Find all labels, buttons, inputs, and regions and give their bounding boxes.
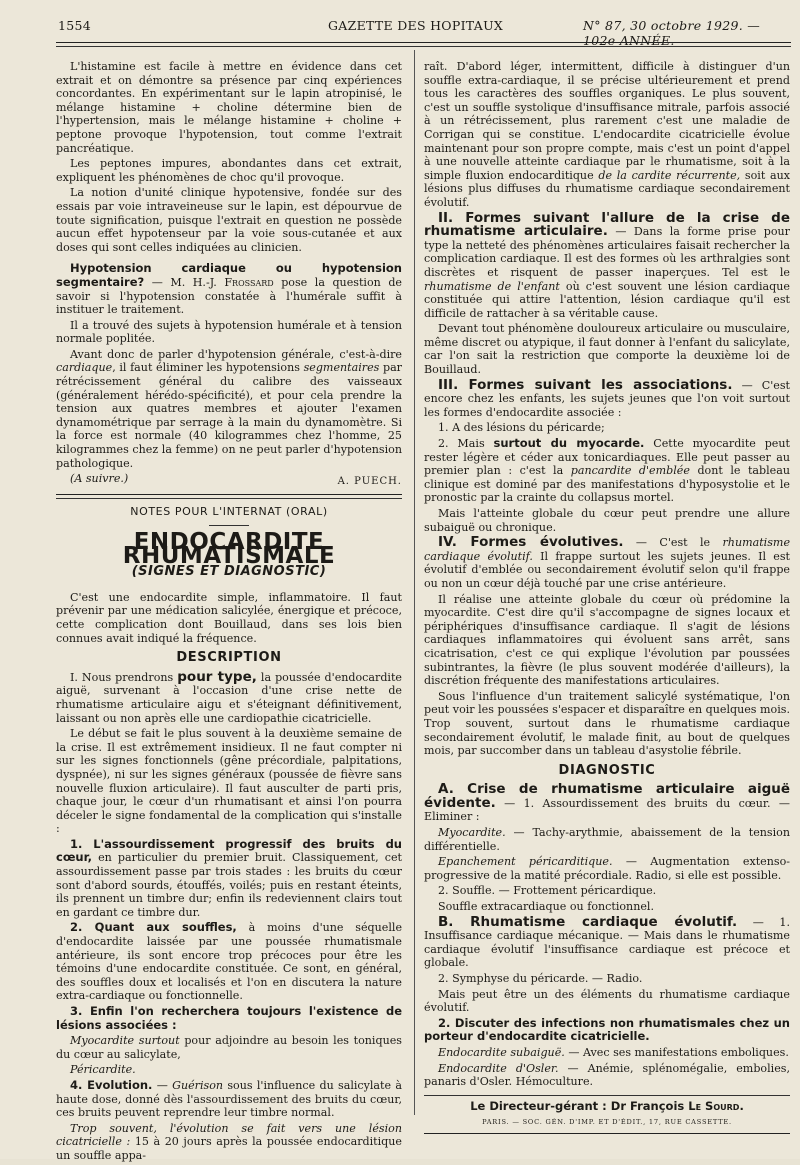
paragraph: 2. Souffle. — Frottement péricardique.: [438, 884, 657, 898]
paragraph: La notion d'unité clinique hypotensive, fondée sur des essais par voie intraveineuse sur le lapin, est dépourvue de toute signification, puisque l'extrait en question ne possède aucun effet hypotenseur par la voie sous-cutanée et aux doses qui sont celles indiquées au clinicien.: [56, 186, 402, 254]
paragraph: [424, 913, 790, 970]
inline-heading: 2. Quant aux souffles,: [70, 920, 237, 935]
italic-text: rhumatisme de l'enfant: [424, 279, 560, 293]
italic-text: cardiaque: [56, 361, 113, 375]
director-credit: [424, 1100, 790, 1114]
paragraph-text: — Avec ses manifestations emboliques.: [568, 1045, 789, 1059]
paragraph-text: — Anémie, splénomégalie, embolies, panaris d'Osler. Hémoculture.: [424, 1061, 790, 1089]
paragraph: [56, 1079, 402, 1120]
printer-imprint: PARIS. — SOC. GÉN. D'IMP. ET D'ÉDIT., 17, RUE CASSETTE.: [482, 1118, 732, 1127]
paragraph: Mais l'atteinte globale du cœur peut prendre une allure subaiguë ou chronique.: [424, 507, 790, 534]
to-be-continued: (A suivre.): [70, 472, 129, 486]
inline-heading: A. Crise de rhumatisme articulaire aiguë évidente.: [424, 781, 790, 811]
paragraph-text: 2. Mais: [438, 437, 485, 451]
paragraph-text: en particulier du premier bruit. Classiquement, cet assourdissement passe par trois stades : les bruits du cœur sont d'abord sourds, étouffés, voilés; puis en restant éteints, ils prennent un timbre dur; enfin ils redeviennent clairs tout en gardant ce timbre dur.: [56, 851, 403, 919]
paragraph: Devant tout phénomène douloureux articulaire ou musculaire, même discret ou atypique, il faut donner à l'enfant du salicylate, car l'on sait la restriction que comporte la deuxième loi de Bouillaud.: [424, 322, 790, 377]
article-title: ENDOCARDITE RHUMATISMALE: [122, 529, 336, 569]
italic-text: Trop souvent, l'évolution se fait vers une lésion cicatricielle :: [56, 1121, 402, 1149]
director-name: Le Sourd.: [688, 1098, 744, 1113]
italic-text: segmentaires: [303, 361, 380, 375]
section-rule-thin: [56, 498, 402, 499]
section-heading: Hypotension cardiaque ou hypotension segmentaire?: [56, 261, 402, 289]
paragraph: Mais peut être un des éléments du rhumatisme cardiaque évolutif.: [424, 987, 790, 1015]
paragraph-text: la poussée d'endocardite aiguë, survenant à l'occasion d'une crise nette de rhumatisme articulaire aigu et s'éteignant définitivement, laissant ou non après elle une cardiopathie cicatricielle.: [56, 670, 402, 725]
inline-heading: 1. L'assourdissement progressif des bruits du cœur,: [56, 836, 402, 865]
signature: A. PUECH.: [337, 475, 402, 487]
paragraph: Il réalise une atteinte globale du cœur où prédomine la myocardite. C'est dire qu'il s'accompagne de signes locaux et périphériques d'insuffisance cardiaque. Il s'agit de lésions cardiaques inflammatoires qui évoluent sans arrêt, sans cicatrisation, c'est ce qui explique l'évolution par poussées subintrantes, la fièvre (le plus souvent modérée d'ailleurs), la discrétion fréquente des manifestations articulaires.: [424, 592, 790, 688]
header-rule-thin: [56, 46, 791, 47]
inline-heading: 2. Discuter des infections non rhumatismales chez un porteur d'endocardite cicatricielle.: [424, 1015, 790, 1044]
journal-title: GAZETTE DES HOPITAUX: [328, 18, 504, 33]
paragraph: [424, 826, 790, 853]
paragraph: C'est une endocardite simple, inflammatoire. Il faut prévenir par une médication salicylée, énergique et précoce, cette complication dont Bouillaud, dans ses lois bien connues avait indiqué la fréquence.: [56, 590, 402, 645]
paragraph-text: 15 à 20 jours après la poussée endocarditique un souffle appa-: [56, 1135, 402, 1162]
paragraph: Les peptones impures, abondantes dans cet extrait, expliquent les phénomènes de choc qu'il provoque.: [56, 157, 402, 184]
running-header: [58, 18, 793, 48]
paragraph: Le début se fait le plus souvent à la deuxième semaine de la crise. Il est extrêmement insidieux. Il ne faut compter ni sur les signes fonctionnels (gêne précordiale, palpitations, dyspnée), ni sur les signes généraux (poussée de fièvre sans nouvelle fluxion articulaire). Il faut ausculter de parti pris, chaque jour, le cœur d'un rhumatisant et ainsi l'on pourra déceler le signe fondamental de la complication qui s'installe :: [56, 727, 402, 836]
paragraph: [56, 1034, 402, 1061]
inline-heading: II. Formes suivant l'allure de la crise de rhumatisme articulaire.: [424, 209, 790, 240]
section-heading-diagnostic: DIAGNOSTIC: [558, 762, 656, 778]
paragraph-text: raît. D'abord léger, intermittent, difficile à distinguer d'un souffle extra-cardiaque, il se précise ultérieurement et prend tous les caractères des souffles organiques. Le plus souvent, c'est un souffle systolique d'insuffisance mitrale, parfois associé à un rétrécissement, plus rarement c'est une maladie de Corrigan qui se constitue. L'endocardite cicatricielle évolue maintenant pour son propre compte, mais c'est un point d'appel à une nouvelle atteinte cardiaque par le rhumatisme, soit à la simple fluxion endocarditique: [424, 60, 790, 182]
paragraph-text: soit aux lésions plus diffuses du rhumatisme cardiaque secondairement évolutif.: [424, 168, 791, 209]
footer-rule: [424, 1095, 790, 1096]
inline-heading: surtout du myocarde.: [493, 436, 645, 451]
paragraph: [424, 209, 790, 321]
inline-heading: III. Formes suivant les associations.: [438, 376, 733, 393]
paragraph-text: par rétrécissement général du calibre des vaisseaux (généralement hérédo-spécificité), et pour cela prendre la tension aux quatres membres et ajouter l'examen dynamométrique par serrage à la main du dynamomètre. Si la force est normale (40 kilogrammes chez l'homme, 25 kilogrammes chez la femme) on ne peut parler d'hypotension pathologique.: [56, 361, 402, 470]
italic-text: rhumatisme cardiaque évolutif.: [424, 536, 791, 563]
italic-text: Endocardite d'Osler.: [438, 1061, 559, 1075]
director-label: Le Directeur-gérant : Dr François: [470, 1098, 685, 1113]
paragraph: [56, 921, 402, 1003]
paragraph: [424, 60, 790, 210]
paragraph: [56, 1005, 402, 1032]
paragraph: [424, 1046, 790, 1060]
inline-heading: 3. Enfin l'on recherchera toujours l'existence de lésions associées :: [56, 1004, 402, 1032]
paragraph-text: — 1. Assourdissement des bruits du cœur. — Eliminer :: [424, 796, 790, 824]
inline-heading: IV. Formes évolutives.: [438, 534, 624, 551]
italic-text: Myocardite.: [438, 826, 506, 840]
section-rule: [56, 494, 402, 495]
italic-text: pancardite d'emblée: [570, 464, 690, 478]
paragraph-text: — Augmentation extenso-progressive de la matité précordiale. Radio, si elle est possible.: [424, 855, 790, 882]
author-name: — M. H.-J. Frossard: [151, 275, 274, 289]
paragraph: [56, 262, 402, 316]
inline-heading: pour type,: [177, 668, 257, 685]
italic-text: Péricardite.: [70, 1063, 136, 1077]
paragraph: [424, 1017, 790, 1044]
paragraph-text: Cette myocardite peut rester légère et céder aux tonicardiaques. Elle peut passer au premier plan : c'est la: [424, 437, 790, 478]
paragraph-text: pour adjoindre au besoin les toniques du cœur au salicylate,: [56, 1034, 402, 1061]
article-subtitle: (SIGNES ET DIAGNOSTIC): [131, 564, 327, 580]
paragraph-text: sous l'influence du salicylate à haute dose, donné dès l'assourdissement des bruits du cœur, ces bruits peuvent reprendre leur timbre normal.: [56, 1078, 402, 1120]
paragraph: [424, 855, 790, 882]
paragraph-text: I. Nous prendrons: [70, 670, 174, 684]
paragraph-text: pose la question de savoir si l'hypotension constatée à l'humérale suffit à instituer le traitement.: [56, 275, 402, 317]
paragraph-text: à moins d'une séquelle d'endocardite laissée par une poussée rhumatismale antérieure, ils sont encore trop précoces pour être les témoins d'une endocardite constituée. Ce sont, en général, des souffles doux et localisés et l'on en discutera la nature extra-cardiaque ou fonctionnelle.: [56, 921, 403, 1003]
paragraph-text: — C'est le: [635, 536, 711, 550]
paragraph: [424, 1062, 790, 1089]
right-column: [424, 60, 790, 1134]
paragraph-text: Avant donc de parler d'hypotension générale, c'est-à-dire: [70, 347, 402, 361]
paragraph: [56, 1122, 402, 1163]
inline-heading: B. Rhumatisme cardiaque évolutif.: [438, 913, 738, 930]
italic-text: Epanchement péricarditique.: [438, 855, 613, 869]
paragraph: Sous l'influence d'un traitement salicylé systématique, l'on peut voir les poussées s'espacer et disparaître en quelques mois. Trop souvent, surtout dans le rhumatisme cardiaque secondairement évolutif, le malade finit, au bout de quelques mois, par succomber dans un tableau d'asystolie fébrile.: [424, 689, 790, 758]
paragraph: L'histamine est facile à mettre en évidence dans cet extrait et on démontre sa présence par cinq expériences concordantes. En expérimentant sur le lapin atropinisé, le mélange histamine + choline détermine bien de l'hypertension, mais le mélange histamine + choline + peptone provoque l'hypotension, tout comme l'extrait pancréatique.: [56, 60, 402, 155]
footer-rule-thick: [424, 1133, 790, 1134]
paragraph-text: , il faut éliminer les hypotensions: [112, 361, 300, 375]
paragraph-text: — Tachy-arythmie, abaissement de la tension différentielle.: [424, 826, 790, 853]
paragraph: Souffle extracardiaque ou fonctionnel.: [438, 900, 654, 914]
italic-text: Myocardite surtout: [70, 1034, 180, 1048]
paragraph-text: où c'est souvent une lésion cardiaque constituée qui attire l'attention, lésion cardiaque qu'il est difficile de rattacher à sa véritable cause.: [424, 279, 790, 320]
column-divider: [414, 50, 415, 1115]
paragraph-text: dont le tableau clinique est dominé par des manifestations d'hyposystolie et le pronostic par la crainte du collapsus mortel.: [424, 464, 790, 505]
paragraph: [424, 376, 791, 420]
paragraph-text: Il frappe surtout les sujets jeunes. Il est évolutif d'emblée ou secondairement évolutif selon qu'il frappe ou non un cœur déjà touché par une crise antérieure.: [424, 549, 790, 590]
paragraph: [56, 348, 402, 470]
paragraph: 2. Symphyse du péricarde. — Radio.: [438, 972, 643, 985]
paragraph: [424, 536, 790, 590]
paragraph: [56, 838, 402, 920]
left-column: [56, 60, 402, 1165]
paragraph: [424, 783, 790, 824]
italic-text: de la cardite récurrente,: [598, 168, 741, 182]
short-rule: [209, 525, 249, 526]
paragraph: [56, 1063, 402, 1077]
paragraph-text: — C'est encore chez les enfants, les sujets jeunes que l'on voit surtout les formes d'endocardite associée :: [424, 378, 791, 419]
paragraph: [424, 437, 790, 505]
issue-info: N° 87, 30 octobre 1929. — 102e ANNÉE.: [583, 18, 761, 48]
paragraph-text: — 1. Insuffisance cardiaque mécanique. — Mais dans le rhumatisme cardiaque évolutif l'insuffisance cardiaque est précoce et globale.: [424, 915, 790, 970]
header-rule: [56, 42, 791, 43]
rubric-heading: NOTES POUR L'INTERNAT (ORAL): [130, 505, 328, 519]
section-heading-description: DESCRIPTION: [176, 650, 282, 666]
italic-text: — Guérison: [156, 1078, 224, 1092]
italic-text: Endocardite subaiguë.: [438, 1045, 565, 1059]
paragraph: [56, 668, 402, 725]
paragraph: Il a trouvé des sujets à hypotension humérale et à tension normale poplitée.: [56, 318, 402, 346]
paragraph: 1. A des lésions du péricarde;: [438, 421, 605, 435]
page-number: 1554: [58, 18, 92, 33]
paragraph-text: — Dans la forme prise pour type la netteté des phénomènes articulaires faisait rechercher la complication cardiaque. Il est des formes où les arthralgies sont discrètes et risquent de passer inaperçues. Tel est le: [424, 225, 790, 279]
inline-heading: 4. Evolution.: [70, 1077, 153, 1092]
